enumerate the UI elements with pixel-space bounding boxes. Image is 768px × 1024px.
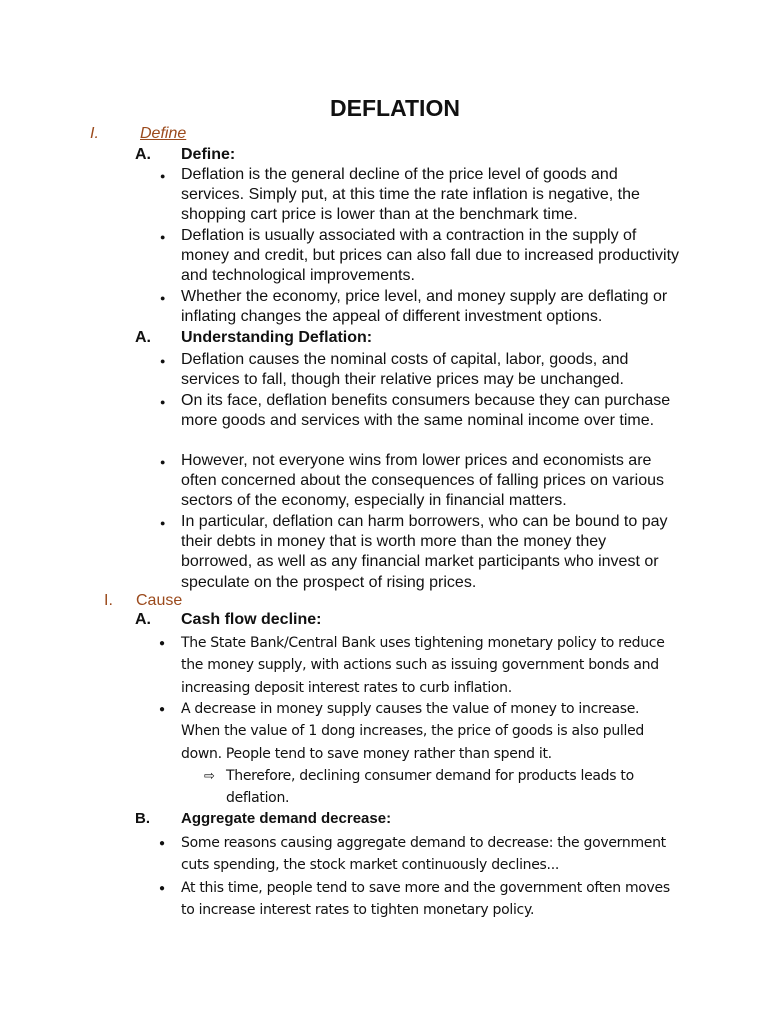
subsection-title-cash-flow: Cash flow decline: — [181, 611, 322, 628]
list-item: The State Bank/Central Bank uses tightening monetary policy to reduce the money supply, with actions such as issuing government bonds and increasing deposit interest rates to curb inflation. — [181, 635, 665, 696]
bullet-icon: ● — [160, 356, 166, 366]
section-number-cause: I. — [104, 592, 113, 609]
subsection-letter: B. — [135, 810, 150, 827]
list-item: At this time, people tend to save more and the government often moves to increase interest rates to tighten monetary policy. — [181, 880, 670, 919]
arrow-right-icon: ⇨ — [204, 768, 215, 783]
list-item: In particular, deflation can harm borrowers, who can be bound to pay their debts in money that is worth more than the money they borrowed, as well as any financial market participants who invest or speculate on the prospect of rising prices. — [181, 513, 668, 591]
subsection-letter: A. — [135, 329, 151, 346]
bullet-icon: ● — [160, 293, 166, 303]
bullet-icon: ● — [160, 232, 166, 242]
bullet-icon: ● — [160, 457, 166, 467]
page-title: DEFLATION — [330, 95, 460, 121]
bullet-icon: ● — [160, 518, 166, 528]
list-item: Some reasons causing aggregate demand to decrease: the government cuts spending, the stock market continuously declines... — [181, 835, 666, 874]
list-item: Deflation causes the nominal costs of capital, labor, goods, and services to fall, though their relative prices may be unchanged. — [181, 351, 629, 389]
list-item: A decrease in money supply causes the value of money to increase. When the value of 1 dong increases, the price of goods is also pulled down. People tend to save money rather than spend it. — [181, 701, 644, 762]
list-item: Deflation is usually associated with a contraction in the supply of money and credit, but prices can also fall due to increased productivity and technological improvements. — [181, 227, 680, 285]
subsection-title-define: Define: — [181, 146, 236, 163]
conclusion-text: Therefore, declining consumer demand for products leads to deflation. — [226, 768, 634, 807]
list-item: On its face, deflation benefits consumers because they can purchase more goods and services with the same nominal income over time. — [181, 392, 671, 430]
list-item: Deflation is the general decline of the price level of goods and services. Simply put, at this time the rate inflation is negative, the shopping cart price is lower than at the benchmark time. — [181, 166, 640, 224]
subsection-title-understanding: Understanding Deflation: — [181, 329, 373, 346]
bullet-icon: ● — [159, 638, 166, 649]
bullet-icon: ● — [160, 397, 166, 407]
bullet-icon: ● — [159, 883, 166, 894]
section-heading-cause: Cause — [136, 592, 183, 609]
bullet-icon: ● — [159, 838, 166, 849]
subsection-letter: A. — [135, 611, 151, 628]
section-number-define: I. — [90, 125, 99, 142]
bullet-icon: ● — [159, 704, 166, 715]
subsection-title-aggregate-demand: Aggregate demand decrease: — [181, 810, 392, 827]
list-item: Whether the economy, price level, and money supply are deflating or inflating changes the appeal of different investment options. — [181, 288, 668, 326]
section-heading-define: Define — [140, 125, 187, 142]
subsection-letter: A. — [135, 146, 151, 163]
list-item: However, not everyone wins from lower prices and economists are often concerned about the consequences of falling prices on various sectors of the economy, especially in financial matters. — [181, 452, 664, 510]
bullet-icon: ● — [160, 171, 166, 181]
